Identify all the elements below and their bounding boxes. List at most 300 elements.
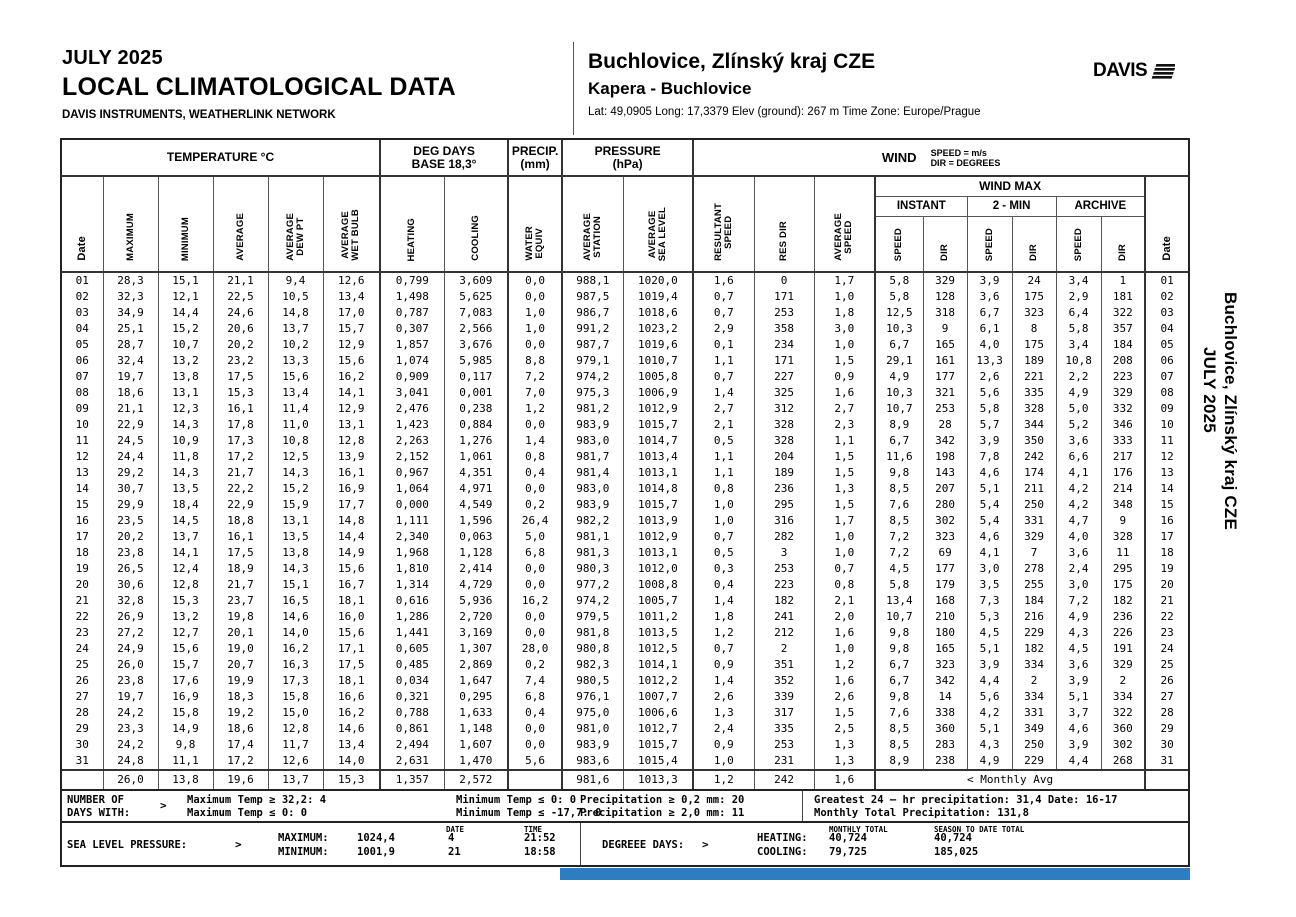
cell: 23,8 [103, 673, 158, 689]
cell: 1,4 [693, 593, 754, 609]
cell: 980,5 [562, 673, 623, 689]
cell: 27 [1145, 689, 1188, 705]
cell: 1,0 [814, 545, 875, 561]
cell: 1,3 [814, 753, 875, 770]
cell: 1015,7 [623, 417, 693, 433]
cell: 13,4 [268, 385, 323, 401]
cell: 12,5 [875, 305, 923, 321]
cell: 3,6 [1056, 545, 1101, 561]
sea-level-arrow: > [235, 838, 242, 851]
cell: 1,5 [814, 705, 875, 721]
cell: 13,9 [323, 449, 380, 465]
cell: 334 [1012, 657, 1056, 673]
cell: 1,0 [693, 497, 754, 513]
cell: 6,7 [875, 337, 923, 353]
cell: 0,616 [380, 593, 444, 609]
column-header-cooling: COOLING [444, 176, 508, 272]
cell: 1,111 [380, 513, 444, 529]
cell: 3,9 [1056, 673, 1101, 689]
cell: 14,4 [158, 305, 213, 321]
cell: 1,470 [444, 753, 508, 770]
cell: 15,6 [158, 641, 213, 657]
table-row [62, 689, 1188, 705]
station-meta: Lat: 49,0905 Long: 17,3379 Elev (ground): 267 m Time Zone: Europe/Prague [588, 106, 981, 118]
cell: 4,5 [1056, 641, 1101, 657]
column-header-instant-dir: DIR [923, 216, 967, 272]
report-title: LOCAL CLIMATOLOGICAL DATA [62, 73, 456, 101]
cell: 26,9 [103, 609, 158, 625]
cell: 14,3 [158, 417, 213, 433]
cell: 4,729 [444, 577, 508, 593]
cell: 4,2 [1056, 497, 1101, 513]
cell: 328 [754, 433, 814, 449]
cell: 13,5 [268, 529, 323, 545]
cell: 1,0 [814, 337, 875, 353]
cell: 1,128 [444, 545, 508, 561]
cell: 8 [1012, 321, 1056, 337]
cell: 29,9 [103, 497, 158, 513]
cell: 0,2 [508, 657, 562, 673]
cell: 5,6 [967, 385, 1012, 401]
cell: 1012,9 [623, 401, 693, 417]
cell: 17 [75, 530, 89, 543]
group-header-pressure: PRESSURE (hPa) [562, 140, 693, 176]
cell: 13,7 [268, 321, 323, 337]
cell: 318 [923, 305, 967, 321]
cell: 09 [1145, 401, 1188, 417]
cell: 2,9 [1056, 289, 1101, 305]
cell: 1019,6 [623, 337, 693, 353]
cell: 283 [923, 737, 967, 753]
cell: 214 [1101, 481, 1145, 497]
cell: 22 [75, 610, 89, 623]
cell: 128 [923, 289, 967, 305]
cell: 3,4 [1056, 337, 1101, 353]
cell: 268 [1101, 753, 1145, 770]
cell: 23 [1145, 625, 1188, 641]
cell: 4,2 [1056, 481, 1101, 497]
cell: 5,1 [1056, 689, 1101, 705]
cell: 2,2 [1056, 369, 1101, 385]
cell: 0,0 [508, 337, 562, 353]
cell: 1,1 [693, 353, 754, 369]
column-header-date-left: Date [62, 176, 103, 272]
cell: 227 [754, 369, 814, 385]
cell: 1,4 [508, 433, 562, 449]
cell: 10,2 [268, 337, 323, 353]
cell: 15,2 [268, 481, 323, 497]
cell: 358 [754, 321, 814, 337]
cell: 5,1 [967, 481, 1012, 497]
cell: 14,9 [323, 545, 380, 561]
cell: 1,0 [814, 289, 875, 305]
table-row [62, 385, 1188, 401]
cell: 983,0 [562, 481, 623, 497]
cell: 4,0 [1056, 529, 1101, 545]
degree-days-label: DEGREEE DAYS: [602, 839, 685, 851]
cell: 2,340 [380, 529, 444, 545]
cell: 207 [923, 481, 967, 497]
cell: 12,9 [323, 337, 380, 353]
cell: 1,857 [380, 337, 444, 353]
cell: 31 [1145, 753, 1188, 770]
cell: 30 [1145, 737, 1188, 753]
cell: 2,4 [693, 721, 754, 737]
report-header-right [588, 50, 981, 118]
cell: 1013,4 [623, 449, 693, 465]
column-header-avg-dew-pt: AVERAGE DEW PT [268, 176, 323, 272]
heating-label: HEATING: [757, 832, 808, 844]
slp-time-header: TIME [524, 825, 543, 834]
cell: 3,041 [380, 385, 444, 401]
cell: 16,0 [323, 609, 380, 625]
cell: 18,3 [213, 689, 268, 705]
cell: 21,7 [213, 465, 268, 481]
cell: 03 [75, 306, 89, 319]
table-row [62, 513, 1188, 529]
cell: 18,8 [213, 513, 268, 529]
table-row [62, 401, 1188, 417]
cell: 19,9 [213, 673, 268, 689]
cell: 21,1 [103, 401, 158, 417]
cell: 974,2 [562, 369, 623, 385]
cell: 16,9 [158, 689, 213, 705]
cell: 04 [1145, 321, 1188, 337]
cell: 06 [1145, 353, 1188, 369]
cell: 179 [923, 577, 967, 593]
cell: 302 [923, 513, 967, 529]
cell: 0,7 [814, 561, 875, 577]
cell: 6,8 [508, 545, 562, 561]
cell: 05 [1145, 337, 1188, 353]
cell: 10,5 [268, 289, 323, 305]
cell: 165 [923, 641, 967, 657]
cell: 9,8 [158, 737, 213, 753]
cell: 1,8 [693, 609, 754, 625]
cell: 02 [75, 290, 89, 303]
cell: 983,9 [562, 497, 623, 513]
cell: 2,3 [814, 417, 875, 433]
cell: 17,2 [213, 449, 268, 465]
cell: 198 [923, 449, 967, 465]
cell: 12 [1145, 449, 1188, 465]
cell: 30 [75, 738, 89, 751]
cell: 5,985 [444, 353, 508, 369]
cell: 11,8 [158, 449, 213, 465]
cell: 14,3 [158, 465, 213, 481]
cell: 1,607 [444, 737, 508, 753]
cell: 981,8 [562, 625, 623, 641]
cell: 332 [1101, 401, 1145, 417]
cell: 2,6 [814, 689, 875, 705]
cell: 11,6 [875, 449, 923, 465]
cell: 242 [1012, 449, 1056, 465]
cell: 295 [754, 497, 814, 513]
cell: 250 [1012, 737, 1056, 753]
cell: 1012,5 [623, 641, 693, 657]
cell: 184 [1101, 337, 1145, 353]
cell: 16,3 [268, 657, 323, 673]
cell: 3,5 [967, 577, 1012, 593]
cell: 20 [75, 578, 89, 591]
cell: 5,625 [444, 289, 508, 305]
cell: 325 [754, 385, 814, 401]
cell: 5,1 [967, 721, 1012, 737]
cell: 22,5 [213, 289, 268, 305]
monthly-avg-label: < Monthly Avg [875, 770, 1145, 789]
column-header-avg-sea-level: AVERAGE SEA LEVEL [623, 176, 693, 272]
group-header-deg-days: DEG DAYS BASE 18,3° [380, 140, 508, 176]
cell: 7,2 [1056, 593, 1101, 609]
cell: 982,3 [562, 657, 623, 673]
cell: 323 [1012, 305, 1056, 321]
column-header-2min-speed: SPEED [967, 216, 1012, 272]
cell: 3,609 [444, 272, 508, 289]
cell: 12,8 [158, 577, 213, 593]
cell: 4,6 [1056, 721, 1101, 737]
cell: 0,0 [508, 561, 562, 577]
cell: 8,9 [875, 753, 923, 770]
cooling-label: COOLING: [757, 846, 808, 858]
cell: 7,2 [875, 545, 923, 561]
cell: 0,0 [508, 289, 562, 305]
cell: 2,0 [814, 609, 875, 625]
wind-units-label: SPEED = m/s DIR = DEGREES [930, 147, 1001, 168]
subheader-two-min: 2 - MIN [967, 196, 1056, 216]
cell: 1012,7 [623, 721, 693, 737]
cell: 31 [75, 754, 89, 767]
cell: 0,9 [693, 737, 754, 753]
cell: 16 [1145, 513, 1188, 529]
cell: 182 [1012, 641, 1056, 657]
cell: 229 [1012, 625, 1056, 641]
season-total-header: SEASON TO DATE TOTAL [934, 825, 1025, 834]
slp-min-label: MINIMUM: [278, 846, 329, 858]
cell: 9,8 [875, 641, 923, 657]
cell: 175 [1012, 337, 1056, 353]
cell: 1,6 [693, 272, 754, 289]
column-header-2min-dir: DIR [1012, 216, 1056, 272]
cell: 14 [1145, 481, 1188, 497]
cell: 1,6 [814, 770, 875, 789]
cell: 9,8 [875, 689, 923, 705]
cooling-monthly-value: 79,725 [829, 846, 867, 858]
cell: 4,0 [967, 337, 1012, 353]
cell: 5,8 [875, 272, 923, 289]
cell: 19 [75, 562, 89, 575]
cell: 10,8 [1056, 353, 1101, 369]
cell: 983,9 [562, 737, 623, 753]
cell: 13,1 [268, 513, 323, 529]
cell: 360 [923, 721, 967, 737]
cell: 10,9 [158, 433, 213, 449]
table-row [62, 465, 1188, 481]
table-row [62, 321, 1188, 337]
cell: 1,276 [444, 433, 508, 449]
cell: 0,000 [380, 497, 444, 513]
cell: 176 [1101, 465, 1145, 481]
cell: 6,7 [967, 305, 1012, 321]
cell: 165 [923, 337, 967, 353]
cell: 1,8 [814, 305, 875, 321]
cell: 08 [1145, 385, 1188, 401]
cell: 13,3 [967, 353, 1012, 369]
column-header-instant-speed: SPEED [875, 216, 923, 272]
cell: 0,307 [380, 321, 444, 337]
cell: 17,1 [323, 641, 380, 657]
cell: 0,0 [508, 625, 562, 641]
cell: 334 [1101, 689, 1145, 705]
cell: 22,9 [213, 497, 268, 513]
cell: 2,6 [967, 369, 1012, 385]
cell: 14 [923, 689, 967, 705]
days-with-label: NUMBER OF DAYS WITH: [67, 794, 131, 819]
cell: 1,0 [693, 753, 754, 770]
table-row [62, 353, 1188, 369]
cell: 329 [1101, 385, 1145, 401]
column-header-avg-station: AVERAGE STATION [562, 176, 623, 272]
cell: 15,7 [158, 657, 213, 673]
cell: 168 [923, 593, 967, 609]
cell: 14,9 [158, 721, 213, 737]
table-row [62, 305, 1188, 321]
cell: 10 [75, 418, 89, 431]
cell: 2,631 [380, 753, 444, 770]
cell: 226 [1101, 625, 1145, 641]
cell: 17,2 [213, 753, 268, 770]
cell: 18,1 [323, 673, 380, 689]
cell: 1011,2 [623, 609, 693, 625]
cell: 13,8 [158, 369, 213, 385]
cell: 1,596 [444, 513, 508, 529]
cell: 975,0 [562, 705, 623, 721]
cell: 1,357 [380, 770, 444, 789]
cell: 1,6 [814, 673, 875, 689]
cell: 981,4 [562, 465, 623, 481]
column-header-avg-speed: AVERAGE SPEED [814, 176, 875, 272]
cell: 19 [1145, 561, 1188, 577]
cell: 177 [923, 561, 967, 577]
cell: 342 [923, 433, 967, 449]
cell: 981,1 [562, 529, 623, 545]
cell: 4,9 [875, 369, 923, 385]
cell: 348 [1101, 497, 1145, 513]
cell: 8,9 [875, 417, 923, 433]
cell: 12,8 [323, 433, 380, 449]
cell: 16,2 [508, 593, 562, 609]
cell: 7,083 [444, 305, 508, 321]
cell: 981,3 [562, 545, 623, 561]
cell: 32,4 [103, 353, 158, 369]
cell: 5,936 [444, 593, 508, 609]
cell: 1,2 [693, 770, 754, 789]
cell: 2,476 [380, 401, 444, 417]
cell: 13,4 [875, 593, 923, 609]
cell: 13,4 [323, 737, 380, 753]
cell: 4,351 [444, 465, 508, 481]
cell: 14,5 [158, 513, 213, 529]
column-header-archive-dir: DIR [1101, 216, 1145, 272]
cell: 4,6 [967, 465, 1012, 481]
cell: 0,861 [380, 721, 444, 737]
table-row [62, 577, 1188, 593]
cell: 328 [1101, 529, 1145, 545]
cell: 1,1 [814, 433, 875, 449]
cell: 0,2 [508, 497, 562, 513]
cell: 0,4 [508, 465, 562, 481]
cell: 08 [75, 386, 89, 399]
cell: 5,8 [967, 401, 1012, 417]
days-with-arrow: > [160, 799, 167, 812]
cell: 983,9 [562, 417, 623, 433]
cell: 24 [75, 642, 89, 655]
slp-min-date: 21 [448, 846, 461, 858]
cell: 3 [754, 545, 814, 561]
cell: 1,0 [814, 529, 875, 545]
cell: 16,5 [268, 593, 323, 609]
cell: 10,7 [875, 609, 923, 625]
cell: 13,1 [323, 417, 380, 433]
cell: 0,9 [814, 369, 875, 385]
cell: 10,8 [268, 433, 323, 449]
cell: 5,4 [967, 497, 1012, 513]
cell: 12,8 [268, 721, 323, 737]
cell: 280 [923, 497, 967, 513]
cell: 28,0 [508, 641, 562, 657]
sidebar-month-title: JULY 2025 [1200, 347, 1219, 433]
column-header-archive-speed: SPEED [1056, 216, 1101, 272]
cell: 28,3 [103, 272, 158, 289]
cell: 217 [1101, 449, 1145, 465]
cell [508, 770, 562, 789]
cell: 1,6 [814, 385, 875, 401]
cell: 1,7 [814, 513, 875, 529]
cell: 12,6 [323, 272, 380, 289]
cell: 1019,4 [623, 289, 693, 305]
cell: 282 [754, 529, 814, 545]
cell: 3,9 [967, 433, 1012, 449]
cell: 02 [1145, 289, 1188, 305]
cell: 0,485 [380, 657, 444, 673]
cell: 1005,8 [623, 369, 693, 385]
cell: 2,720 [444, 609, 508, 625]
days-with-max-temp: Maximum Temp ≥ 32,2: 4 Maximum Temp ≤ 0: 0 [187, 794, 327, 819]
cell: 1,064 [380, 481, 444, 497]
cell: 24,8 [103, 753, 158, 770]
cell: 15,0 [268, 705, 323, 721]
cell: 1,3 [814, 737, 875, 753]
cell: 329 [1012, 529, 1056, 545]
cell: 979,5 [562, 609, 623, 625]
cell: 328 [754, 417, 814, 433]
cell: 189 [754, 465, 814, 481]
cell: 20,6 [213, 321, 268, 337]
cell: 335 [754, 721, 814, 737]
cell: 0,0 [508, 737, 562, 753]
cell: 4,9 [1056, 609, 1101, 625]
cell: 4,1 [967, 545, 1012, 561]
cell: 29,1 [875, 353, 923, 369]
cell: 1,423 [380, 417, 444, 433]
cell: 0,787 [380, 305, 444, 321]
cell: 182 [1101, 593, 1145, 609]
cell: 1014,1 [623, 657, 693, 673]
cell: 7,2 [508, 369, 562, 385]
cell: 14,8 [323, 513, 380, 529]
cell: 26,0 [103, 770, 158, 789]
cell: 69 [923, 545, 967, 561]
cell: 250 [1012, 497, 1056, 513]
